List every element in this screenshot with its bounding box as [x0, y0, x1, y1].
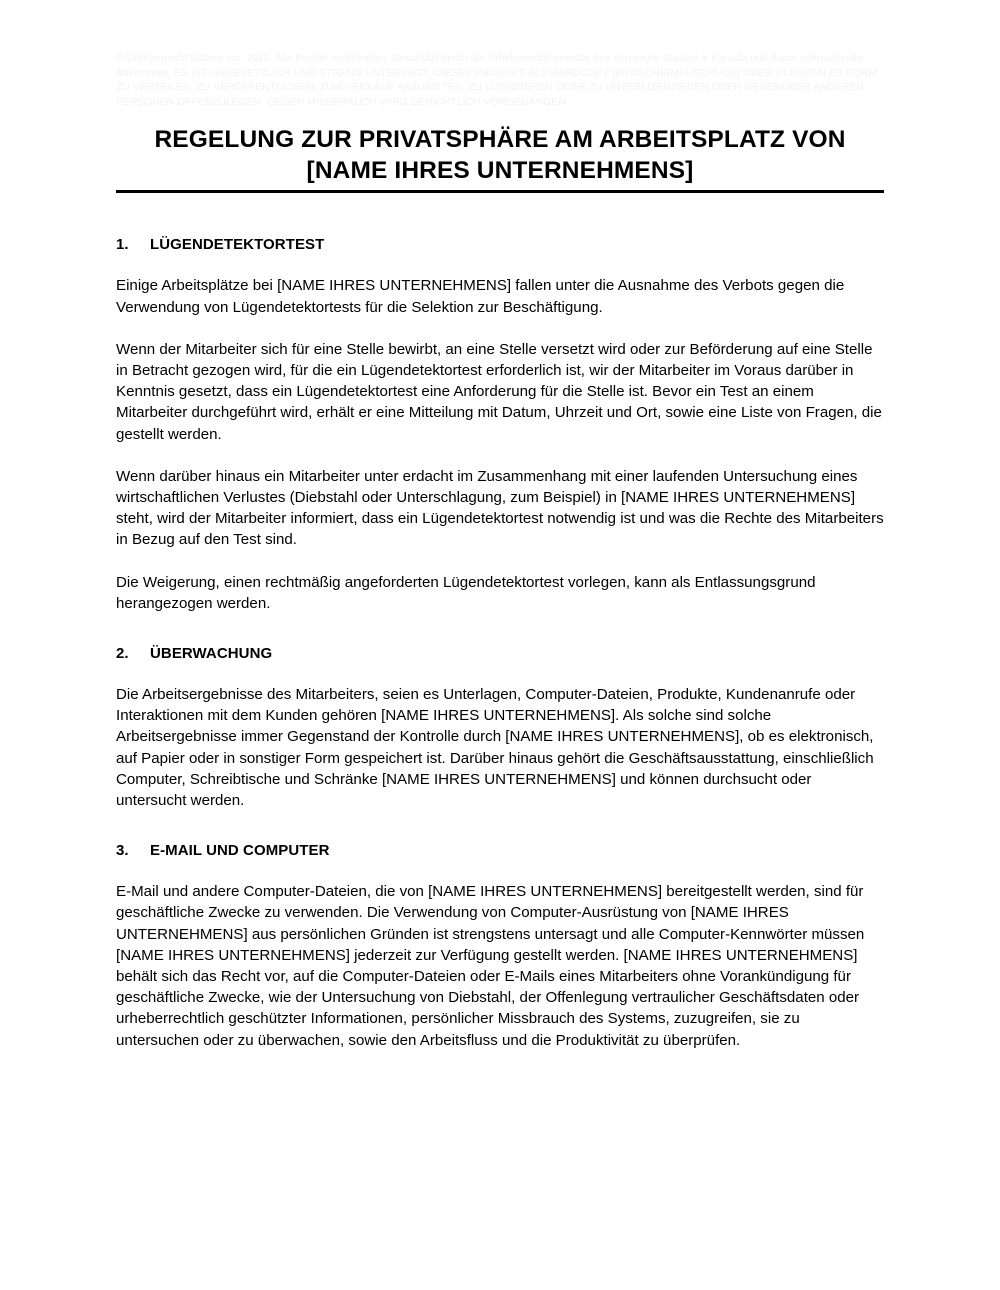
section-1-title: LÜGENDETEKTORTEST	[150, 236, 325, 254]
section-3	[116, 841, 884, 1051]
page-title: REGELUNG ZUR PRIVATSPHÄRE AM ARBEITSPLATZ VON [NAME IHRES UNTERNEHMENS]	[154, 126, 846, 185]
section-1	[116, 235, 884, 614]
section-2-title: ÜBERWACHUNG	[150, 645, 273, 663]
section-2-paragraph-1: Die Arbeitsergebnisse des Mitarbeiters, seien es Unterlagen, Computer-Dateien, Produkte, Kundenanrufe oder Interaktionen mit dem Kunden gehören [NAME IHRES UNTERNEHMENS]. Als solche sind solche Arbeitsergebnisse immer Gegenstand der Kontrolle durch [NAME IHRES UNTERNEHMENS], ob es elektronisch, auf Papier oder in sonstiger Form gespeichert ist. Darüber hinaus gehört die Geschäftsausstattung, einschließlich Computer, Schreibtische und Schränke [NAME IHRES UNTERNEHMENS] und können durchsucht oder untersucht werden.	[116, 686, 874, 810]
section-3-title: E-MAIL UND COMPUTER	[150, 842, 330, 860]
section-1-paragraph-4: Die Weigerung, einen rechtmäßig angeforderten Lügendetektortest vorlegen, kann als Entlassungsgrund herangezogen werden.	[116, 573, 816, 612]
section-3-number: 3.	[116, 842, 129, 860]
section-2-heading	[116, 644, 884, 663]
section-3-heading	[116, 841, 884, 860]
title-divider	[116, 190, 884, 193]
section-1-number: 1.	[116, 236, 129, 254]
copyright-watermark: © Urheberrecht Biztree Inc. 2010. Alle Rechte vorbehalten. Geschützt durch die Urheberrechtsgesetze des Vereinigte Staaten & Kanada und durch internationale Abkommen. ES IST UNGESETZLICH UND STRENG UNTERSAGT, DIESES PRODUKT ALS HARDCOPY [BILDSCHIRMAUSDRUCK] ODER IN DIGITALER FORM ZU VERTEILEN, ZU VERÖFFENTLICHEN, ZUM VERKAUF ANZUBIETEN, ZU LIZENZIEREN ODER ZU UNTERLIZENZIEREN ODER GEGENÜBER ANDEREN PERSONEN OFFENZULEGEN. GEGEN MISSBRAUCH WIRD GERICHTLICH VORGEGANGEN	[116, 53, 877, 108]
section-3-paragraph-1: E-Mail und andere Computer-Dateien, die von [NAME IHRES UNTERNEHMENS] bereitgestellt werden, sind für geschäftliche Zwecke zu verwenden. Die Verwendung von Computer-Ausrüstung von [NAME IHRES UNTERNEHMENS] aus persönlichen Gründen ist strengstens untersagt und alle Computer-Kennwörter müssen [NAME IHRES UNTERNEHMENS] jederzeit zur Verfügung gestellt werden. [NAME IHRES UNTERNEHMENS] behält sich das Recht vor, auf die Computer-Dateien oder E-Mails eines Mitarbeiters ohne Vorankündigung für geschäftliche Zwecke, wie der Untersuchung von Diebstahl, der Offenlegung vertraulicher Geschäftsdaten oder urheberrechtlich geschützter Informationen, persönlicher Missbrauch des Systems, zuzugreifen, sie zu untersuchen oder zu überwachen, sowie den Arbeitsfluss und die Produktivität zu überprüfen.	[116, 883, 865, 1049]
section-1-paragraph-2: Wenn der Mitarbeiter sich für eine Stelle bewirbt, an eine Stelle versetzt wird oder zur Beförderung auf eine Stelle in Betracht gezogen wird, für die ein Lügendetektortest erforderlich ist, wir der Mitarbeiter im Voraus darüber in Kenntnis gesetzt, dass ein Lügendetektortest eine Anforderung für die Stelle ist. Bevor ein Test an einem Mitarbeiter durchgeführt wird, erhält er eine Mitteilung mit Datum, Uhrzeit und Ort, sowie eine Liste von Fragen, die gestellt werden.	[116, 340, 882, 443]
section-2-number: 2.	[116, 645, 129, 663]
section-1-paragraph-3: Wenn darüber hinaus ein Mitarbeiter unter erdacht im Zusammenhang mit einer laufenden Untersuchung eines wirtschaftlichen Verlustes (Diebstahl oder Unterschlagung, zum Beispiel) in [NAME IHRES UNTERNEHMENS] steht, wird der Mitarbeiter informiert, dass ein Lügendetektortest notwendig ist und was die Rechte des Mitarbeiters in Bezug auf den Test sind.	[116, 467, 884, 549]
section-1-heading	[116, 235, 884, 254]
section-2	[116, 644, 884, 811]
document-content	[116, 52, 884, 1051]
section-1-paragraph-1: Einige Arbeitsplätze bei [NAME IHRES UNTERNEHMENS] fallen unter die Ausnahme des Verbots gegen die Verwendung von Lügendetektortests für die Selektion zur Beschäftigung.	[116, 277, 845, 316]
